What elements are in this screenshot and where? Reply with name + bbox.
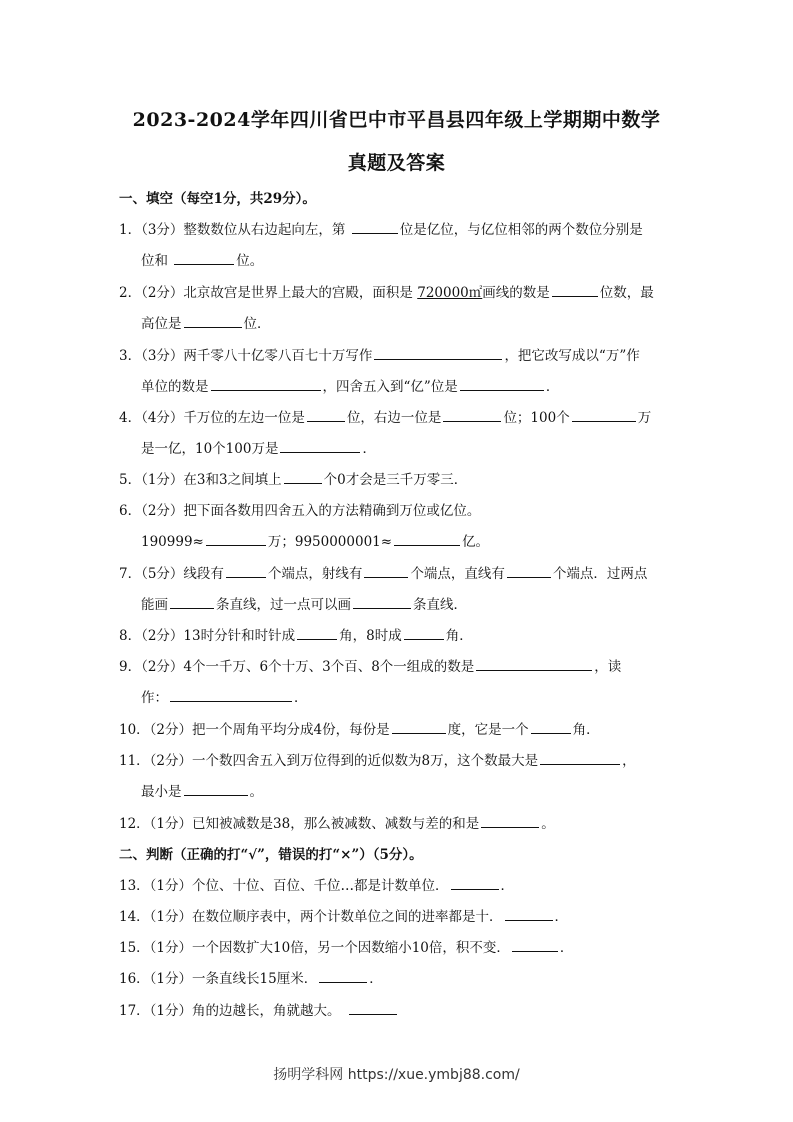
answer-blank[interactable] bbox=[184, 783, 248, 796]
answer-blank[interactable] bbox=[540, 752, 620, 765]
answer-blank[interactable] bbox=[392, 721, 446, 734]
answer-blank[interactable] bbox=[170, 689, 292, 702]
answer-blank[interactable] bbox=[364, 565, 408, 578]
underlined-number: 720000㎡ bbox=[417, 285, 483, 301]
question-9: 9．（2分）4个一千万、6个十万、3个百、8个一组成的数是 ，读 bbox=[119, 659, 622, 675]
answer-blank[interactable] bbox=[512, 939, 558, 952]
question-8: 8．（2分）13时分针和时针成 角，8时成 角． bbox=[119, 628, 473, 644]
document-title-line1: 2023-2024学年四川省巴中市平昌县四年级上学期期中数学 bbox=[132, 109, 661, 131]
answer-blank[interactable] bbox=[481, 815, 539, 828]
question-4-cont: 是一亿，10个100万是 ． bbox=[141, 441, 376, 457]
answer-blank[interactable] bbox=[284, 471, 322, 484]
question-12: 12．（1分）已知被减数是38，那么被减数、减数与差的和是 。 bbox=[119, 816, 555, 832]
answer-blank[interactable] bbox=[505, 908, 553, 921]
page-footer-watermark: 扬明学科网 https://xue.ymbj88.com/ bbox=[273, 1067, 520, 1083]
question-17: 17．（1分）角的边越长，角就越大。 bbox=[119, 999, 679, 1019]
question-2: 2．（2分）北京故宫是世界上最大的宫殿，面积是 720000㎡画线的数是 位数，最 bbox=[119, 285, 654, 301]
answer-blank[interactable] bbox=[476, 658, 592, 671]
answer-blank[interactable] bbox=[307, 409, 345, 422]
question-3-cont: 单位的数是 ，四舍五入到“亿”位是 ． bbox=[141, 379, 560, 395]
answer-blank[interactable] bbox=[572, 409, 636, 422]
answer-blank[interactable] bbox=[206, 533, 266, 546]
question-10: 10．（2分）把一个周角平均分成4份，每份是 度，它是一个 角． bbox=[119, 722, 600, 738]
question-4: 4．（4分）千万位的左边一位是 位，右边一位是 位；100个 万 bbox=[119, 410, 652, 426]
question-14: 14．（1分）在数位顺序表中，两个计数单位之间的进率都是十． ． bbox=[119, 909, 569, 925]
answer-blank[interactable] bbox=[404, 627, 444, 640]
answer-blank[interactable] bbox=[394, 533, 460, 546]
answer-blank[interactable] bbox=[174, 252, 234, 265]
answer-blank[interactable] bbox=[451, 877, 499, 890]
question-6-cont: 190999≈ 万；9950000001≈ 亿。 bbox=[141, 534, 490, 550]
answer-blank[interactable] bbox=[353, 596, 411, 609]
answer-blank[interactable] bbox=[460, 378, 544, 391]
answer-blank[interactable] bbox=[531, 721, 571, 734]
answer-blank[interactable] bbox=[374, 347, 502, 360]
question-13: 13．（1分）个位、十位、百位、千位…都是计数单位． ． bbox=[119, 878, 515, 894]
answer-blank[interactable] bbox=[184, 315, 242, 328]
question-11-cont: 最小是 。 bbox=[141, 784, 263, 800]
answer-blank[interactable] bbox=[552, 284, 598, 297]
document-title-line2: 真题及答案 bbox=[347, 152, 446, 174]
question-16: 16．（1分）一条直线长15厘米． ． bbox=[119, 971, 383, 987]
answer-blank[interactable] bbox=[443, 409, 501, 422]
question-7: 7．（5分）线段有 个端点，射线有 个端点，直线有 个端点．过两点 bbox=[119, 566, 648, 582]
question-5: 5．（1分）在3和3之间填上 个0才会是三千万零三． bbox=[119, 472, 468, 488]
question-15: 15．（1分）一个因数扩大10倍，另一个因数缩小10倍，积不变． ． bbox=[119, 940, 574, 956]
answer-blank[interactable] bbox=[170, 596, 214, 609]
answer-blank[interactable] bbox=[319, 970, 367, 983]
answer-blank[interactable] bbox=[297, 627, 337, 640]
section-fill-blank-heading: 一、填空（每空1分，共29分）。 bbox=[119, 191, 316, 207]
question-6: 6．（2分）把下面各数用四舍五入的方法精确到万位或亿位。 bbox=[119, 503, 481, 519]
answer-blank[interactable] bbox=[507, 565, 551, 578]
section-true-false-heading: 二、判断（正确的打“√”，错误的打“×”）（5分）。 bbox=[119, 847, 423, 863]
question-1: 1．（3分）整数数位从右边起向左，第 位是亿位，与亿位相邻的两个数位分别是 bbox=[119, 222, 643, 238]
question-3: 3．（3分）两千零八十亿零八百七十万写作 ，把它改写成以“万”作 bbox=[119, 348, 640, 364]
question-1-cont: 位和 位。 bbox=[141, 253, 264, 269]
question-7-cont: 能画 条直线，过一点可以画 条直线． bbox=[141, 597, 467, 613]
answer-blank[interactable] bbox=[349, 1002, 397, 1015]
question-2-cont: 高位是 位． bbox=[141, 316, 271, 332]
answer-blank[interactable] bbox=[211, 378, 321, 391]
question-11: 11．（2分）一个数四舍五入到万位得到的近似数为8万，这个数最大是 ， bbox=[119, 753, 636, 769]
answer-blank[interactable] bbox=[226, 565, 266, 578]
answer-blank[interactable] bbox=[280, 440, 360, 453]
answer-blank[interactable] bbox=[352, 221, 398, 234]
question-9-cont: 作： ． bbox=[141, 690, 308, 706]
